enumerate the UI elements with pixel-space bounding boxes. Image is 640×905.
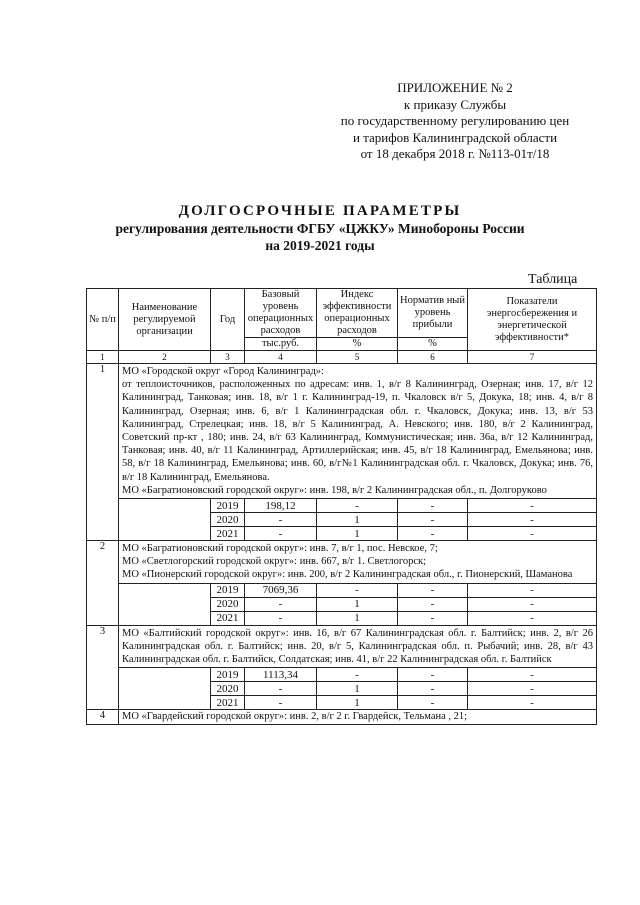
efficiency-index-cell: 1: [317, 682, 398, 696]
address-paragraph: МО «Пионерский городской округ»: инв. 200, в/г 2 Калининградская обл., г. Пионерский, Шаманова: [122, 569, 573, 581]
column-number-row: [87, 351, 597, 364]
row-number: 1: [87, 364, 119, 541]
header-efficiency-index: Индекс эффективности операционных расходов: [317, 289, 398, 338]
year-cell: 2021: [211, 696, 245, 710]
base-costs-cell: 1113,34: [245, 668, 317, 682]
appendix-line: и тарифов Калининградской области: [352, 129, 558, 145]
year-cell: 2019: [211, 583, 245, 597]
energy-indicator-cell: -: [468, 513, 597, 527]
energy-indicator-cell: -: [468, 583, 597, 597]
profit-level-cell: -: [398, 527, 468, 541]
year-cell: 2021: [211, 527, 245, 541]
efficiency-index-cell: -: [317, 583, 398, 597]
profit-level-cell: -: [398, 597, 468, 611]
year-cell: 2021: [211, 611, 245, 625]
energy-indicator-cell: -: [468, 682, 597, 696]
column-number: 2: [119, 351, 211, 364]
appendix-line: ПРИЛОЖЕНИЕ № 2: [397, 80, 513, 95]
unit-profit: %: [398, 338, 468, 351]
table-row: [87, 364, 597, 499]
profit-level-cell: -: [398, 583, 468, 597]
base-costs-cell: -: [245, 696, 317, 710]
efficiency-index-cell: -: [317, 499, 398, 513]
empty-cell: [119, 668, 211, 710]
column-number: 1: [87, 351, 119, 364]
header-energy-indicators: Показатели энергосбережения и энергетической эффективности*: [468, 289, 597, 351]
header-number: № п/п: [87, 289, 119, 351]
unit-efficiency: %: [317, 338, 398, 351]
profit-level-cell: -: [398, 611, 468, 625]
column-number: 7: [468, 351, 597, 364]
address-paragraph: МО «Гвардейский городской округ»: инв. 2, в/г 2 г. Гвардейск, Тельмана , 21;: [122, 711, 468, 723]
energy-indicator-cell: -: [468, 696, 597, 710]
document-subtitle: регулирования деятельности ФГБУ «ЦЖКУ» Минобороны России: [115, 221, 525, 236]
efficiency-index-cell: 1: [317, 597, 398, 611]
address-paragraph: МО «Светлогорский городской округ»: инв. 667, в/г 1. Светлогорск;: [122, 556, 427, 568]
efficiency-index-cell: -: [317, 668, 398, 682]
parameters-table: [86, 288, 597, 725]
organization-description: [119, 710, 597, 725]
address-paragraph: от теплоисточников, расположенных по адресам: инв. 1, в/г 8 Калининград, Озерная; инв. 17, в/г 12 Калининград, Танковая; инв. 18, в/г 1 г. Калининград-19, п. Чкаловск в/г 5, Докука, 18; инв. 4, в/г 8 Калининград, Озерная; инв. 6, в/г 1 Калининградская обл. г. Чкаловск, Докука; инв. 13, в/г 53 Калининград, Стрелецкая; инв. 18, в/г 5 Калининград, А. Невского; инв. 180, в/г 2 Калининград, Советский пр-кт , 180; инв. 24, в/г 63 Калининград, Коммунистическая; инв. 36а, в/г 12 Калининград, Танковая; инв. 40, в/г 11 Калининград, Артиллерийская; инв. 45, в/г 18 Калининград, Емельянова; инв. 58, в/г 18 Калининград, Емельянова; инв. 60, в/г№1 Калининградская обл. г. Чкаловск, Докука; инв. 76, в/г 18 Калининград, Емельянова.: [122, 379, 593, 483]
year-row: [87, 583, 597, 597]
energy-indicator-cell: -: [468, 597, 597, 611]
address-paragraph: МО «Багратионовский городской округ»: инв. 198, в/г 2 Калининградская обл., п. Долгоруково: [122, 484, 547, 496]
column-number: 4: [245, 351, 317, 364]
table-label: Таблица: [528, 272, 578, 287]
year-row: [87, 499, 597, 513]
year-cell: 2019: [211, 668, 245, 682]
profit-level-cell: -: [398, 499, 468, 513]
table-row: [87, 541, 597, 584]
row-number: 2: [87, 541, 119, 626]
empty-cell: [119, 583, 211, 625]
profit-level-cell: -: [398, 696, 468, 710]
header-base-costs: Базовый уровень операционных расходов: [245, 289, 317, 338]
document-title: ДОЛГОСРОЧНЫЕ ПАРАМЕТРЫ: [178, 203, 462, 219]
table-row: [87, 710, 597, 725]
base-costs-cell: -: [245, 597, 317, 611]
organization-description: [119, 364, 597, 499]
address-paragraph: МО «Балтийский городской округ»: инв. 16, в/г 67 Калининградская обл. г. Балтийск; инв. 2, в/г 26 Калининградская обл. г. Балтийск; инв. 20, в/г 5, Калининградская обл. п. Рыбачий; инв. 28, в/г 43 Калининградская обл. г. Балтийск, Солдатская; инв. 41, в/г 22 Калининградская обл. г. Балтийск: [122, 627, 593, 666]
base-costs-cell: -: [245, 611, 317, 625]
address-paragraph: МО «Городской округ «Город Калининград»:: [122, 366, 324, 377]
year-cell: 2020: [211, 513, 245, 527]
year-cell: 2020: [211, 682, 245, 696]
efficiency-index-cell: 1: [317, 611, 398, 625]
header-profit-level: Норматив ный уровень прибыли: [398, 289, 468, 338]
row-number: 3: [87, 625, 119, 710]
unit-base-costs: тыс.руб.: [245, 338, 317, 351]
organization-description: [119, 625, 597, 668]
appendix-line: от 18 декабря 2018 г. №113-01т/18: [360, 146, 550, 161]
energy-indicator-cell: -: [468, 499, 597, 513]
energy-indicator-cell: -: [468, 527, 597, 541]
appendix-line: по государственному регулированию цен: [340, 113, 570, 128]
appendix-header: [300, 80, 610, 163]
row-number: 4: [87, 710, 119, 725]
profit-level-cell: -: [398, 513, 468, 527]
address-paragraph: МО «Багратионовский городской округ»: инв. 7, в/г 1, пос. Невское, 7;: [122, 543, 438, 555]
base-costs-cell: 198,12: [245, 499, 317, 513]
table-row: [87, 625, 597, 668]
base-costs-cell: -: [245, 682, 317, 696]
base-costs-cell: -: [245, 513, 317, 527]
efficiency-index-cell: 1: [317, 513, 398, 527]
column-number: 3: [211, 351, 245, 364]
organization-description: [119, 541, 597, 584]
efficiency-index-cell: 1: [317, 527, 398, 541]
appendix-line: к приказу Службы: [403, 96, 507, 112]
header-organization: Наименование регулируемой организации: [119, 289, 211, 351]
profit-level-cell: -: [398, 668, 468, 682]
base-costs-cell: -: [245, 527, 317, 541]
year-cell: 2019: [211, 499, 245, 513]
base-costs-cell: 7069,36: [245, 583, 317, 597]
energy-indicator-cell: -: [468, 611, 597, 625]
year-cell: 2020: [211, 597, 245, 611]
empty-cell: [119, 499, 211, 541]
column-number: 6: [398, 351, 468, 364]
column-number: 5: [317, 351, 398, 364]
document-period: на 2019-2021 годы: [265, 238, 375, 253]
profit-level-cell: -: [398, 682, 468, 696]
year-row: [87, 668, 597, 682]
energy-indicator-cell: -: [468, 668, 597, 682]
efficiency-index-cell: 1: [317, 696, 398, 710]
header-year: Год: [211, 289, 245, 351]
